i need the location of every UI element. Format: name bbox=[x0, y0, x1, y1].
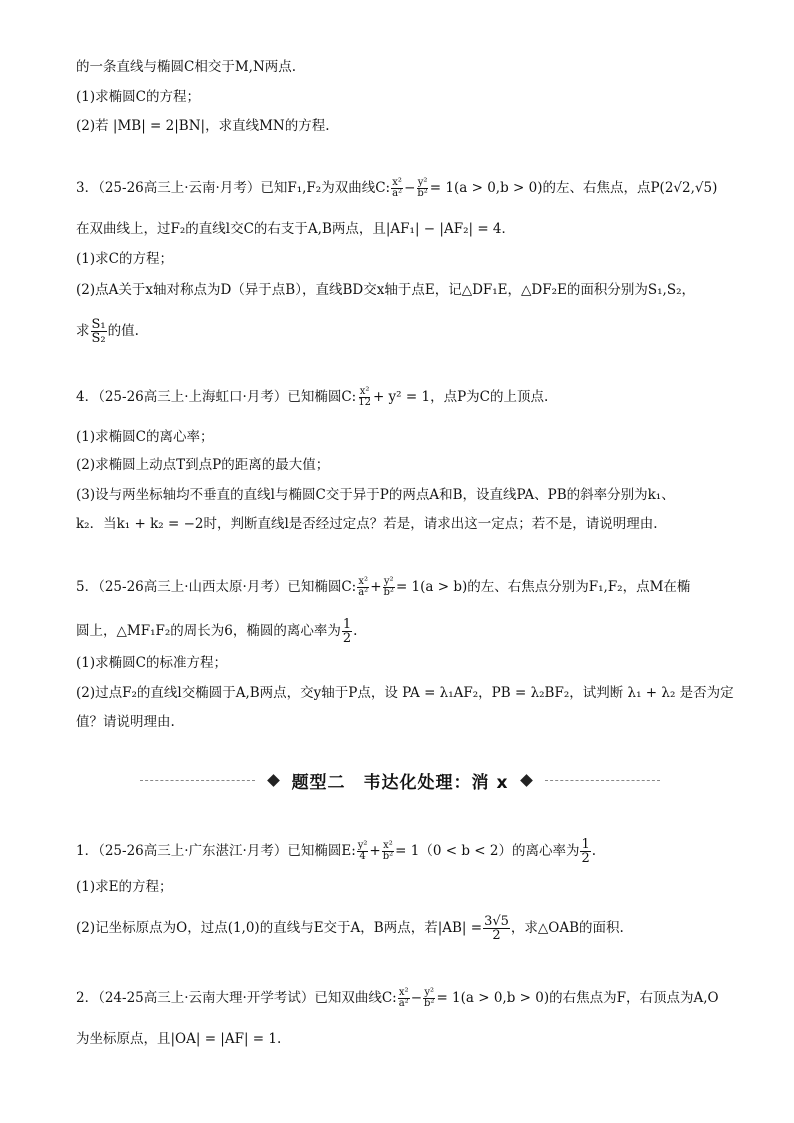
text-line: 圆上，△MF₁F₂的周长为6，椭圆的离心率为 $\frac{1}{2}$ . bbox=[76, 617, 358, 646]
text-line: (2)记坐标原点为O，过点(1,0)的直线与E交于A，B两点，若|AB| = $\frac{3√5}{2}$ ，求△OAB的面积. bbox=[76, 914, 624, 943]
text-line: (1)求椭圆C的离心率； bbox=[76, 429, 214, 445]
section-title: 题型二 韦达化处理：消 x bbox=[291, 772, 509, 793]
text-line: (1)求椭圆C的标准方程； bbox=[76, 655, 227, 671]
text-line: (2)过点F₂的直线l交椭圆于A,B两点，交y轴于P点，设 PA = λ₁AF₂，PB = λ₂BF₂，试判断 λ₁ + λ₂ 是否为定 bbox=[76, 685, 734, 701]
text-line: 为坐标原点，且|OA| = |AF| = 1. bbox=[76, 1031, 282, 1047]
problem-5-stem: 5．（25-26高三上·山西太原·月考）已知椭圆C: $\frac{\text{x²}}{\text{a²}}$ + $\frac{\text{y²}}{\text{b²}}$ = 1(a > b)的左、右焦点分别为F₁,F₂，点M在椭 bbox=[76, 576, 691, 598]
problem-4-stem: 4．（25-26高三上·上海虹口·月考）已知椭圆C: $\frac{\text{x²}}{12}$ + y² = 1，点P为C的上顶点. bbox=[76, 386, 549, 408]
text-line: 求 $\frac{\text{S₁}}{\text{S₂}}$ 的值. bbox=[76, 317, 139, 346]
text-line: 值？请说明理由. bbox=[76, 714, 175, 730]
text-line: k₂．当k₁ + k₂ = −2时，判断直线l是否经过定点？若是，请求出这一定点；若不是，请说明理由. bbox=[76, 516, 658, 532]
text-line: (2)求椭圆上动点T到点P的距离的最大值； bbox=[76, 457, 330, 473]
diamond-icon bbox=[267, 774, 280, 787]
problem-2-stem: 2．（24-25高三上·云南大理·开学考试）已知双曲线C: $\frac{\text{x²}}{\text{a²}}$ − $\frac{\text{y²}}{\text{b²}}$ = 1(a > 0,b > 0)的右焦点为F，右顶点为A,O bbox=[76, 987, 719, 1009]
problem-1-stem: 1．（25-26高三上·广东湛江·月考）已知椭圆E: $\frac{\text{y²}}{4}$ + $\frac{\text{x²}}{\text{b²}}$ = 1（0 < b < 2）的离心率为 $\frac{1}{2}$ . bbox=[76, 837, 597, 866]
text-line: (3)设与两坐标轴均不垂直的直线l与椭圆C交于异于P的两点A和B，设直线PA、PB的斜率分别为k₁、 bbox=[76, 487, 675, 503]
text-line: (2)点A关于x轴对称点为D（异于点B），直线BD交x轴于点E，记△DF₁E，△DF₂E的面积分别为S₁,S₂， bbox=[76, 282, 695, 298]
divider bbox=[545, 780, 660, 781]
text-line: (1)求C的方程； bbox=[76, 251, 173, 267]
text-line: (1)求椭圆C的方程； bbox=[76, 89, 200, 105]
diamond-icon bbox=[521, 774, 534, 787]
divider bbox=[140, 780, 255, 781]
text-line: (1)求E的方程； bbox=[76, 879, 173, 895]
text-line: (2)若 |MB| = 2|BN|，求直线MN的方程. bbox=[76, 118, 330, 134]
section-header bbox=[140, 768, 660, 792]
text-line: 在双曲线上，过F₂的直线l交C的右支于A,B两点，且|AF₁| − |AF₂| = 4． bbox=[76, 221, 516, 237]
text-line: 的一条直线与椭圆C相交于M,N两点. bbox=[76, 59, 297, 75]
problem-3-stem: 3．（25-26高三上·云南·月考）已知F₁,F₂为双曲线C: $\frac{\text{x²}}{\text{a²}}$ − $\frac{\text{y²}}{\text{b²}}$ = 1(a > 0,b > 0)的左、右焦点，点P(2√2,√5) bbox=[76, 177, 718, 199]
